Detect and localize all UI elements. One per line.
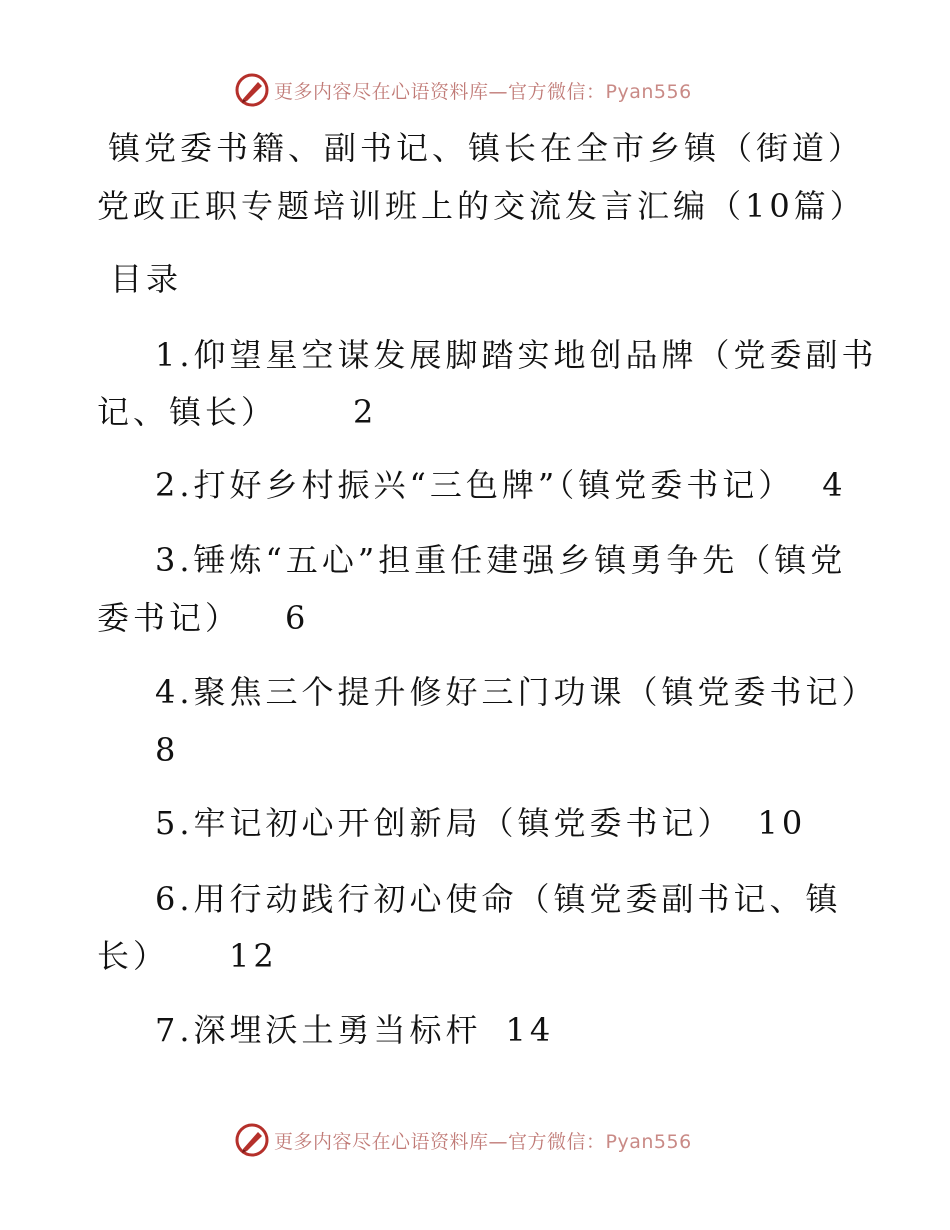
watermark-text: 更多内容尽在心语资料库—官方微信：Pyan556 <box>274 1130 692 1153</box>
toc-entry-1-text: 记、镇长） <box>97 393 278 431</box>
watermark-wechat-id: Pyan556 <box>605 80 692 103</box>
toc-entry-7-page: 14 <box>505 1011 555 1049</box>
toc-entry-6-line-2 <box>97 936 278 976</box>
toc-heading: 目录 <box>110 260 183 298</box>
document-title-line-2: 党政正职专题培训班上的交流发言汇编（10篇） <box>97 187 866 225</box>
toc-entry-3-text: 委书记） <box>97 599 242 637</box>
toc-entry-3-line-1: 3.锤炼“五心”担重任建强乡镇勇争先（镇党 <box>155 541 847 579</box>
toc-entry-7 <box>155 1010 554 1050</box>
toc-entry-6-page: 12 <box>229 937 278 975</box>
document-title-line-1: 镇党委书籍、副书记、镇长在全市乡镇（街道） <box>108 129 865 167</box>
toc-entry-2 <box>155 465 847 505</box>
toc-entry-2-text: 2.打好乡村振兴“三色牌”（镇党委书记） <box>155 466 795 504</box>
watermark-text: 更多内容尽在心语资料库—官方微信：Pyan556 <box>274 80 692 103</box>
pen-logo-icon <box>234 1122 270 1158</box>
toc-entry-3-line-2 <box>97 598 309 638</box>
pen-logo-icon <box>234 72 270 108</box>
toc-entry-4-page: 8 <box>155 731 180 769</box>
header-watermark <box>234 70 692 110</box>
toc-entry-3-page: 6 <box>285 599 310 637</box>
toc-entry-4-line-1: 4.聚焦三个提升修好三门功课（镇党委书记） <box>155 673 878 711</box>
toc-entry-6-text: 长） <box>97 937 170 975</box>
toc-entry-1-line-1: 1.仰望星空谋发展脚踏实地创品牌（党委副书 <box>155 336 878 374</box>
toc-entry-6-line-1: 6.用行动践行初心使命（镇党委副书记、镇 <box>155 880 842 918</box>
toc-entry-2-page: 4 <box>822 466 847 504</box>
toc-entry-1-line-2 <box>97 392 377 432</box>
toc-entry-1-page: 2 <box>353 393 378 431</box>
toc-entry-5-text: 5.牢记初心开创新局（镇党委书记） <box>155 804 734 842</box>
toc-entry-5-page: 10 <box>757 804 807 842</box>
toc-entry-5 <box>155 803 806 843</box>
footer-watermark <box>234 1120 692 1160</box>
watermark-wechat-id: Pyan556 <box>605 1130 692 1153</box>
toc-entry-7-text: 7.深埋沃土勇当标杆 <box>155 1011 482 1049</box>
